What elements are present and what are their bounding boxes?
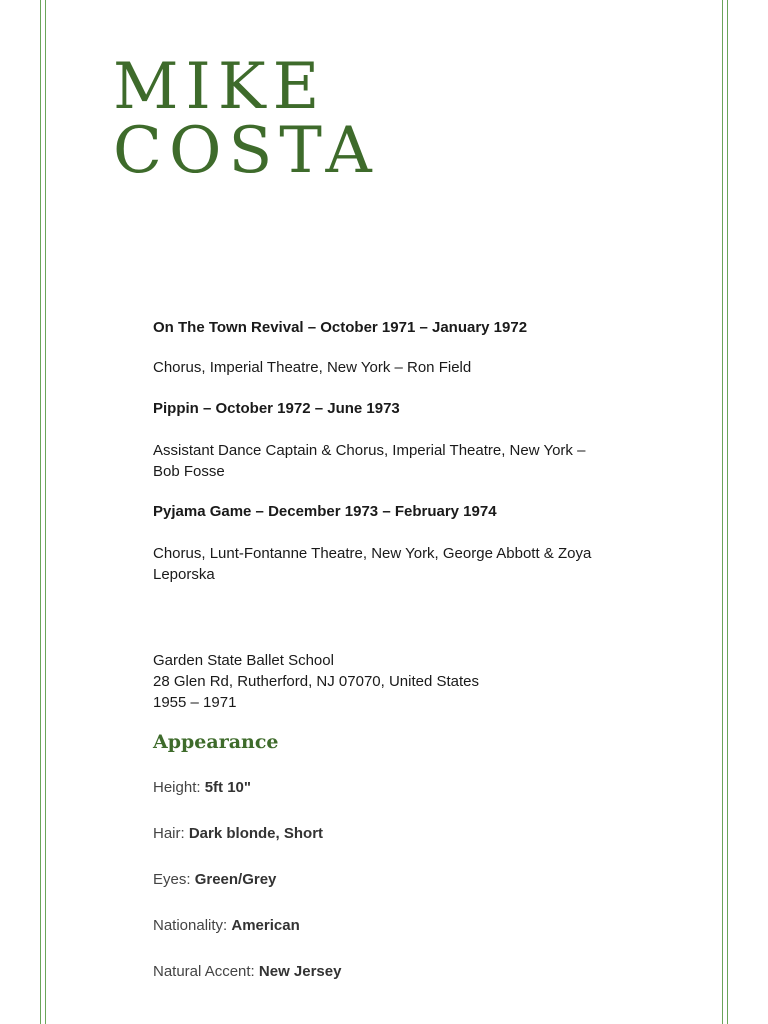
experience-title: Pippin – October 1972 – June 1973	[153, 400, 400, 417]
experience-detail: Chorus, Imperial Theatre, New York – Ron Field	[153, 359, 472, 376]
experience-detail: Chorus, Lunt-Fontanne Theatre, New York, George Abbott & Zoya	[153, 545, 592, 562]
attribute-value: Green/Grey	[194, 871, 277, 888]
name-first: MIKE	[113, 50, 327, 124]
appearance-hair	[153, 824, 323, 844]
right-border-inner	[722, 0, 723, 1024]
attribute-value: Dark blonde, Short	[188, 825, 324, 842]
appearance-nationality	[153, 916, 300, 936]
experience-title: On The Town Revival – October 1971 – January 1972	[153, 319, 528, 336]
experience-title: Pyjama Game – December 1973 – February 1974	[153, 503, 497, 520]
appearance-height	[153, 778, 251, 798]
name-last: COSTA	[113, 114, 379, 188]
attribute-label: Natural Accent:	[153, 963, 259, 980]
experience-detail: Bob Fosse	[153, 463, 225, 480]
appearance-eyes	[153, 870, 276, 890]
left-border-outer	[40, 0, 41, 1024]
education-school: Garden State Ballet School	[153, 652, 334, 669]
right-border-outer	[727, 0, 728, 1024]
attribute-label: Hair:	[153, 825, 189, 842]
left-border-inner	[45, 0, 46, 1024]
attribute-value: New Jersey	[258, 963, 342, 980]
experience-detail: Assistant Dance Captain & Chorus, Imperial Theatre, New York –	[153, 442, 586, 459]
attribute-label: Eyes:	[153, 871, 195, 888]
appearance-heading: Appearance	[153, 731, 279, 753]
education-years: 1955 – 1971	[153, 694, 237, 711]
attribute-label: Height:	[153, 779, 205, 796]
experience-detail: Leporska	[153, 566, 215, 583]
attribute-label: Nationality:	[153, 917, 232, 934]
appearance-accent	[153, 962, 341, 982]
attribute-value: 5ft 10"	[204, 779, 251, 796]
attribute-value: American	[231, 917, 300, 934]
education-address: 28 Glen Rd, Rutherford, NJ 07070, United States	[153, 673, 480, 690]
